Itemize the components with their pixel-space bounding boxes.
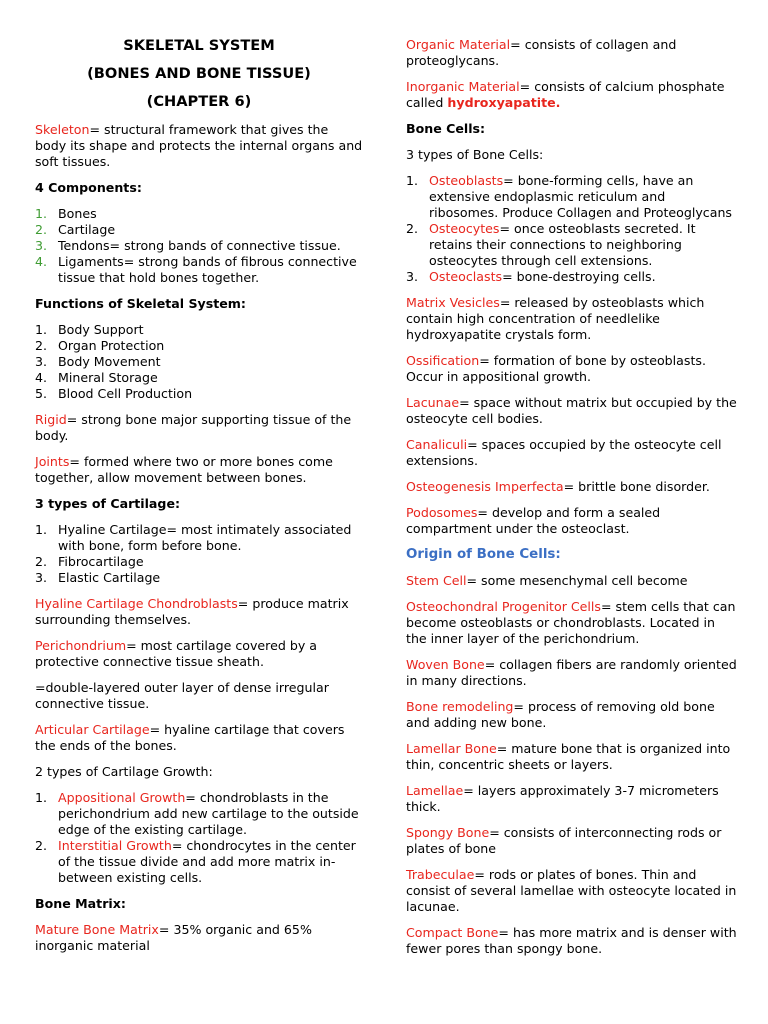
mature-matrix-definition: Mature Bone Matrix= 35% organic and 65% inorganic material	[35, 922, 312, 953]
trabeculae-definition: Trabeculae= rods or plates of bones. Thin and consist of several lamellae with osteocyte located in lacunae.	[406, 867, 737, 914]
imperfecta-definition: Osteogenesis Imperfecta= brittle bone disorder.	[406, 479, 710, 494]
list-item: 3. Tendons= strong bands of connective tissue.	[35, 238, 341, 253]
stem-cell-definition: Stem Cell= some mesenchymal cell become	[406, 573, 688, 588]
ossification-definition: Ossification= formation of bone by osteoblasts. Occur in appositional growth.	[406, 353, 706, 384]
compact-bone-definition: Compact Bone= has more matrix and is denser with fewer pores than spongy bone.	[406, 925, 737, 956]
list-item: 3. Body Movement	[35, 354, 161, 369]
matrix-vesicles-definition: Matrix Vesicles= released by osteoblasts which contain high concentration of needlelike hydroxyapatite crystals form.	[406, 295, 705, 342]
title-line-3: (CHAPTER 6)	[146, 93, 252, 110]
rigid-definition: Rigid= strong bone major supporting tissue of the body.	[35, 412, 352, 443]
hyaline-definition: Hyaline Cartilage Chondroblasts= produce matrix surrounding themselves.	[35, 596, 349, 627]
list-item: 2. Cartilage	[35, 222, 116, 237]
cells-intro: 3 types of Bone Cells:	[406, 147, 544, 162]
cartilage-heading: 3 types of Cartilage:	[35, 496, 181, 511]
woven-bone-definition: Woven Bone= collagen fibers are randomly oriented in many directions.	[406, 657, 737, 688]
list-item: 2. Organ Protection	[35, 338, 165, 353]
growth-list	[35, 790, 363, 886]
components-list	[35, 206, 363, 286]
remodeling-definition: Bone remodeling= process of removing old bone and adding new bone.	[406, 699, 715, 730]
list-item: 4. Mineral Storage	[35, 370, 158, 385]
joints-definition: Joints= formed where two or more bones come together, allow movement between bones.	[35, 454, 333, 485]
components-heading: 4 Components:	[35, 180, 142, 195]
list-item: 1. Hyaline Cartilage= most intimately associated with bone, form before bone.	[35, 522, 352, 553]
lacunae-definition: Lacunae= space without matrix but occupied by the osteocyte cell bodies.	[406, 395, 737, 426]
list-item: 3. Elastic Cartilage	[35, 570, 161, 585]
spongy-bone-definition: Spongy Bone= consists of interconnecting rods or plates of bone	[406, 825, 722, 856]
origin-heading: Origin of Bone Cells:	[406, 547, 561, 562]
functions-list	[35, 322, 363, 402]
matrix-heading: Bone Matrix:	[35, 896, 126, 911]
podosomes-definition: Podosomes= develop and form a sealed compartment under the osteoclast.	[406, 505, 661, 536]
list-item: 2. Fibrocartilage	[35, 554, 144, 569]
progenitor-definition: Osteochondral Progenitor Cells= stem cells that can become osteoblasts or chondroblasts. Located in the inner layer of the perichondrium.	[406, 599, 736, 646]
lamellae-definition: Lamellae= layers approximately 3-7 micrometers thick.	[406, 783, 719, 814]
list-item: 2. Interstitial Growth= chondrocytes in the center of the tissue divide and add more matrix in-between existing cells.	[35, 838, 356, 885]
double-layered-note: =double-layered outer layer of dense irregular connective tissue.	[35, 680, 329, 711]
right-column	[406, 0, 738, 957]
list-item: 5. Blood Cell Production	[35, 386, 193, 401]
list-item: 3. Osteoclasts= bone-destroying cells.	[406, 269, 656, 284]
title-line-1: SKELETAL SYSTEM	[123, 37, 275, 54]
lamellar-bone-definition: Lamellar Bone= mature bone that is organized into thin, concentric sheets or layers.	[406, 741, 731, 772]
title-line-2: (BONES AND BONE TISSUE)	[87, 65, 311, 82]
articular-definition: Articular Cartilage= hyaline cartilage that covers the ends of the bones.	[35, 722, 345, 753]
list-item: 1. Osteoblasts= bone-forming cells, have an extensive endoplasmic reticulum and ribosomes. Produce Collagen and Proteoglycans	[406, 173, 732, 220]
inorganic-definition: Inorganic Material= consists of calcium phosphate called hydroxyapatite.	[406, 79, 725, 110]
skeleton-term: Skeleton	[35, 122, 90, 137]
list-item: 1. Bones	[35, 206, 97, 221]
left-column	[35, 0, 363, 954]
list-item: 2. Osteocytes= once osteoblasts secreted. It retains their connections to neighboring osteocytes through cell extensions.	[406, 221, 696, 268]
canaliculi-definition: Canaliculi= spaces occupied by the osteocyte cell extensions.	[406, 437, 722, 468]
hydroxyapatite-highlight: hydroxyapatite.	[447, 95, 561, 110]
growth-heading: 2 types of Cartilage Growth:	[35, 764, 213, 779]
cartilage-list	[35, 522, 363, 586]
organic-definition: Organic Material= consists of collagen and proteoglycans.	[406, 37, 677, 68]
skeleton-definition: Skeleton= structural framework that gives the body its shape and protects the internal organs and soft tissues.	[35, 122, 363, 169]
cells-heading: Bone Cells:	[406, 121, 486, 136]
list-item: 1. Body Support	[35, 322, 144, 337]
list-item: 1. Appositional Growth= chondroblasts in the perichondrium add new cartilage to the outside edge of the existing cartilage.	[35, 790, 359, 837]
functions-heading: Functions of Skeletal System:	[35, 296, 246, 311]
perichondrium-definition: Perichondrium= most cartilage covered by a protective connective tissue sheath.	[35, 638, 317, 669]
cells-list	[406, 173, 738, 285]
list-item: 4. Ligaments= strong bands of fibrous connective tissue that hold bones together.	[35, 254, 357, 285]
